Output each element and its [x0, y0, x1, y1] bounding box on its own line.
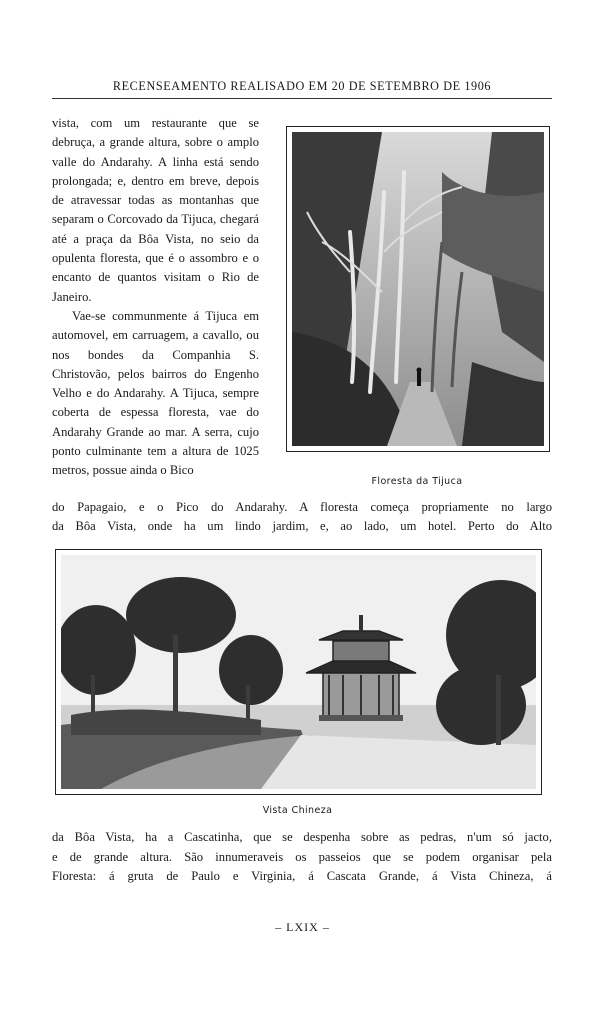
text-line: do Papagaio, e o Pico do Andarahy. A floresta começa propriamente no largo — [52, 500, 552, 514]
pavilion-caption: Vista Chineza — [262, 805, 333, 816]
page-number: – LXIX – — [275, 920, 330, 934]
text-line: da Bôa Vista, ha a Cascatinha, que se despenha sobre as pedras, n'um só jacto, — [52, 830, 552, 844]
running-title: RECENSEAMENTO REALISADO EM 20 DE SETEMBRO DE 1906 — [112, 79, 492, 93]
bottom-text-block — [52, 828, 552, 887]
forest-photo-frame — [286, 126, 550, 452]
text-line: Floresta: á gruta de Paulo e Virginia, á Cascata Grande, á Vista Chineza, á — [52, 869, 552, 884]
pavilion-photo-frame — [55, 549, 542, 795]
left-column-text — [52, 114, 259, 481]
forest-photo — [292, 132, 544, 446]
paragraph: vista, com um restaurante que se debruça, a grande altura, sobre o amplo valle do Andarahy. A linha está sendo prolongada; e, dentro em breve, depois de atravessar todas as montanhas que separam o Corcovado da Tijuca, chegará até a praça da Bôa Vista, no seio da opulenta floresta, que é o assombro e o encanto de quantos visitam o Rio de Janeiro. — [52, 116, 259, 304]
pavilion-photo — [61, 555, 536, 789]
text-line: e de grande altura. São innumeraveis os passeios que se podem organisar pela — [52, 849, 552, 864]
header-rule — [52, 98, 552, 99]
paragraph: Vae-se communmente á Tijuca em automovel, em carruagem, a cavallo, ou nos bondes da Companhia S. Christovão, pelos bairros do Engenho Velho e do Andarahy. A Tijuca, sempre coberta de espessa floresta, vae do Andarahy Grande ao mar. A serra, cujo ponto culminante tem a altura de 1025 metros, possue ainda o Bico — [52, 308, 259, 478]
forest-caption: Floresta da Tijuca — [371, 476, 463, 487]
text-line: da Bôa Vista, onde ha um lindo jardim, e, ao lado, um hotel. Perto do Alto — [52, 519, 552, 533]
